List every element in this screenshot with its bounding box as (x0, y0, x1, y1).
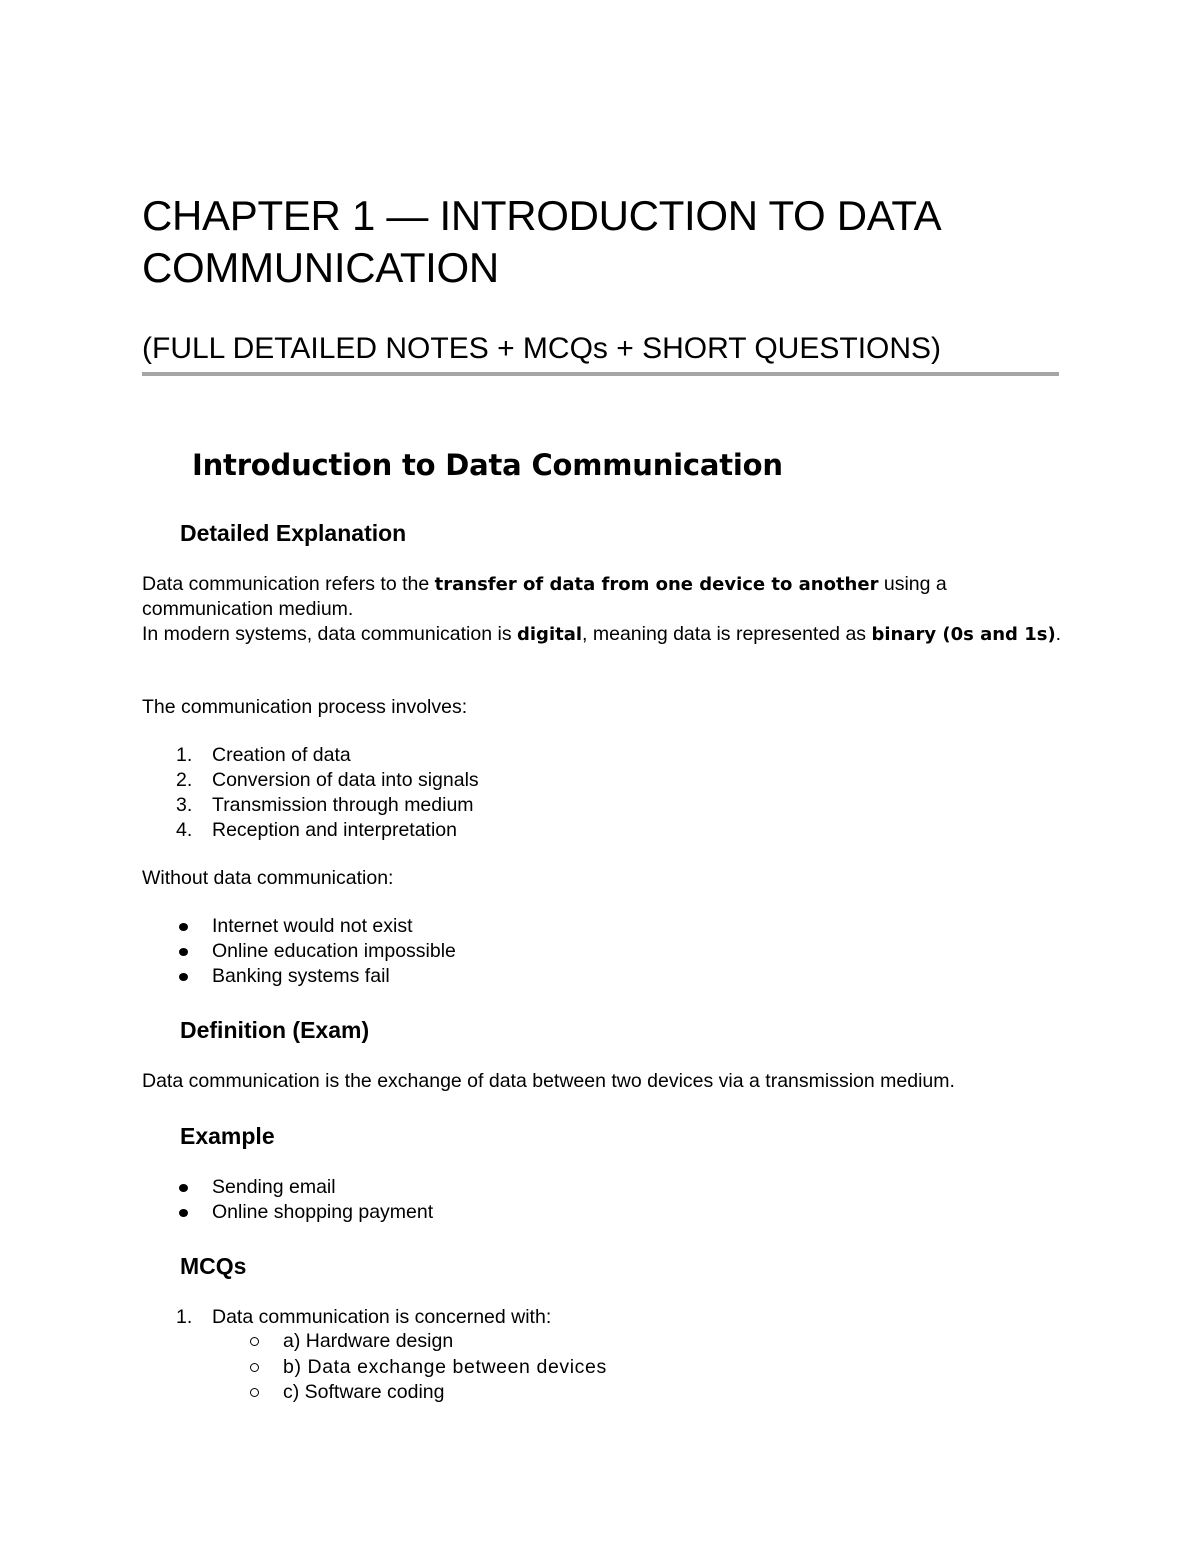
list-item (142, 818, 479, 843)
example-heading: Example (180, 1123, 275, 1149)
list-number: 3. (176, 794, 193, 816)
chapter-subtitle: (FULL DETAILED NOTES + MCQs + SHORT QUESTIONS) (142, 332, 942, 365)
list-item (142, 743, 479, 768)
mcq-option-text: a) Hardware design (283, 1330, 454, 1352)
process-steps-list (142, 743, 479, 843)
explanation-p2-text-a: In modern systems, data communication is (142, 623, 517, 645)
example-list (142, 1175, 433, 1225)
definition-heading: Definition (Exam) (180, 1017, 370, 1043)
title-divider (142, 372, 1059, 376)
list-item-text: Internet would not exist (212, 915, 413, 937)
mcq-question (142, 1305, 551, 1330)
mcq-option (142, 1329, 607, 1355)
chapter-title: CHAPTER 1 — INTRODUCTION TO DATA COMMUNICATION (142, 192, 940, 291)
bullet-icon (179, 948, 188, 956)
circle-bullet-icon (250, 1337, 259, 1346)
bullet-icon (179, 973, 188, 981)
without-intro: Without data communication: (142, 867, 394, 889)
explanation-paragraph-2 (142, 622, 1062, 647)
list-item-text: Transmission through medium (212, 794, 474, 816)
list-item (142, 939, 456, 964)
list-item-text: Online education impossible (212, 940, 456, 962)
bullet-icon (179, 1184, 188, 1192)
mcq-option-text: b) Data exchange between devices (283, 1355, 607, 1378)
list-number: 4. (176, 819, 193, 841)
mcq-option (142, 1355, 607, 1381)
mcq-option (142, 1380, 607, 1406)
list-item (142, 914, 456, 939)
mcq-option-text: c) Software coding (283, 1381, 445, 1403)
list-item-text: Reception and interpretation (212, 819, 457, 841)
explanation-p2-bold-binary: binary (0s and 1s) (871, 624, 1056, 645)
explanation-p1-text-a: Data communication refers to the (142, 573, 435, 595)
list-item-text: Sending email (212, 1176, 336, 1198)
explanation-paragraph-1 (142, 572, 1062, 622)
mcqs-heading: MCQs (180, 1253, 247, 1279)
detailed-explanation-heading: Detailed Explanation (180, 520, 407, 546)
list-item-text: Conversion of data into signals (212, 769, 479, 791)
list-item-text: Banking systems fail (212, 965, 390, 987)
list-number: 1. (176, 744, 193, 766)
list-item (142, 1200, 433, 1225)
list-item (142, 964, 456, 989)
list-item (142, 1175, 433, 1200)
circle-bullet-icon (250, 1388, 259, 1397)
explanation-p2-bold-digital: digital (517, 624, 583, 645)
bullet-icon (179, 923, 188, 931)
explanation-p2-text-b: , meaning data is represented as (582, 623, 872, 645)
process-intro: The communication process involves: (142, 696, 468, 718)
circle-bullet-icon (250, 1363, 259, 1372)
explanation-p2-text-c: . (1055, 623, 1062, 645)
explanation-p1-bold: transfer of data from one device to another (434, 574, 879, 595)
list-number: 1. (176, 1306, 193, 1328)
definition-text: Data communication is the exchange of data between two devices via a transmission medium. (142, 1070, 955, 1092)
bullet-icon (179, 1209, 188, 1217)
mcq-options-list (142, 1329, 607, 1406)
explanation-p1-text-b: using a communication medium. (142, 573, 947, 620)
list-item-text: Online shopping payment (212, 1201, 434, 1223)
section-title: Introduction to Data Communication (192, 448, 783, 482)
mcq-question-list (142, 1305, 551, 1330)
without-list (142, 914, 456, 989)
list-item-text: Creation of data (212, 744, 351, 766)
list-item (142, 768, 479, 793)
list-item (142, 793, 479, 818)
list-number: 2. (176, 769, 193, 791)
mcq-question-text: Data communication is concerned with: (212, 1306, 552, 1328)
